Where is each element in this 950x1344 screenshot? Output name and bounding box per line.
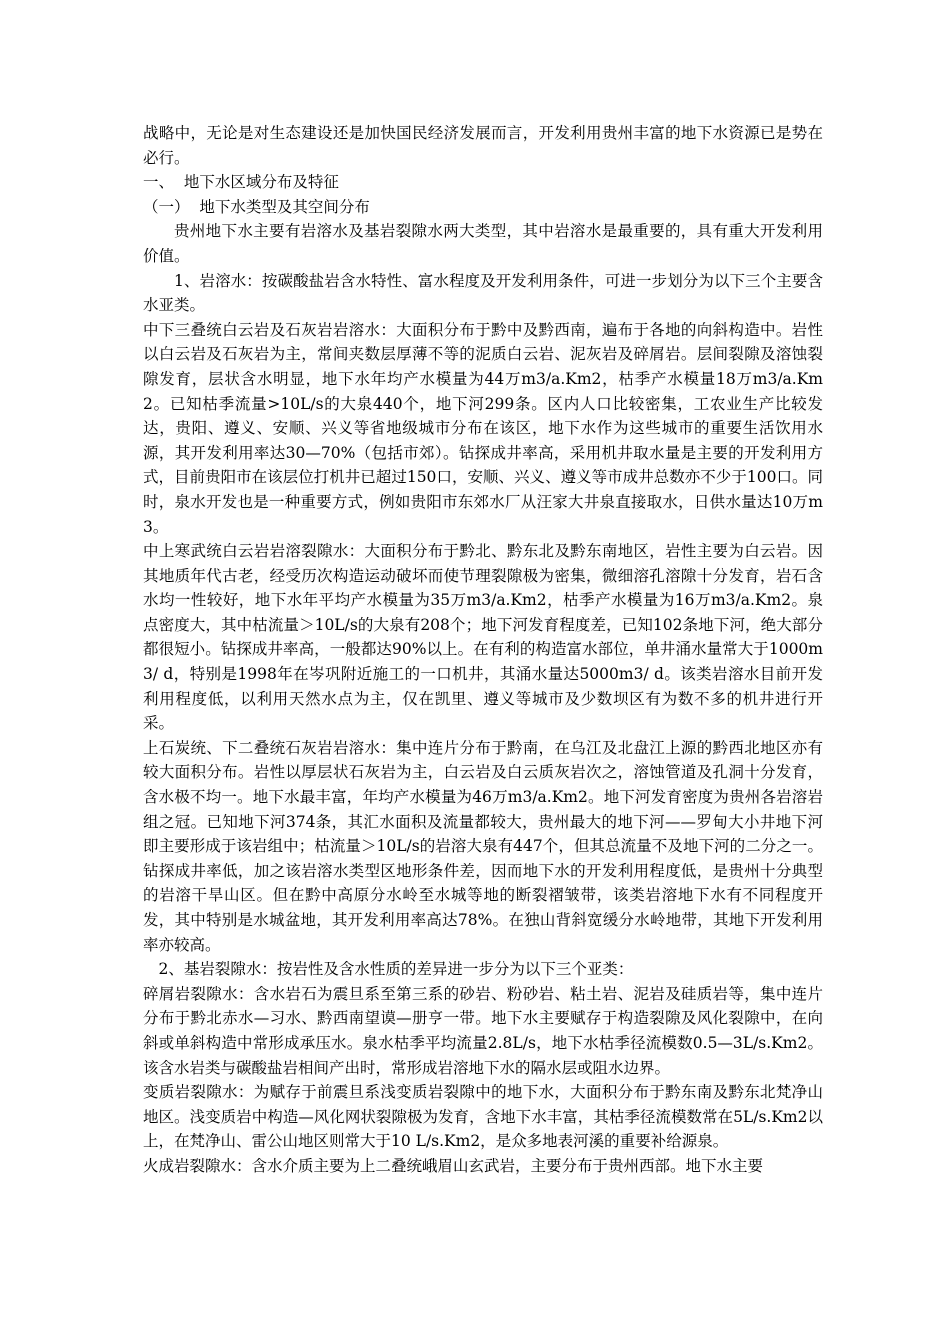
paragraph-bedrock-fissure: 2、基岩裂隙水：按岩性及含水性质的差异进一步分为以下三个亚类： (158, 960, 634, 979)
paragraph-cambrian-karst: 中上寒武统白云岩岩溶裂隙水：大面积分布于黔北、黔东北及黔东南地区，岩性主要为白云岩。因其地质年代古老，经受历次构造运动破坏而使节理裂隙极为密集，微细溶孔溶隙十分发育，岩石含水均一性较好，地下水年平均产水模量为35万m3/a.Km2，枯季产水模量为16万m3/a.Km2。泉点密度大，其中枯流量＞10L/s的大泉有208个；地下河发育程度差，已知102条地下河，绝大部分都很短小。钻探成井率高，一般都达90%以上。在有利的构造富水部位，单井涌水量常大于1000m3/ d，特别是1998年在岑巩附近施工的一口机井，其涌水量达5000m3/ d。该类岩溶水目前开发利用程度低，以利用天然水点为主，仅在凯里、遵义等城市及少数坝区有为数不多的机井进行开采。 (143, 542, 823, 733)
paragraph-igneous-fissure: 火成岩裂隙水：含水介质主要为上二叠统峨眉山玄武岩，主要分布于贵州西部。地下水主要 (143, 1156, 764, 1175)
paragraph-triassic-karst: 中下三叠统白云岩及石灰岩岩溶水：大面积分布于黔中及黔西南，遍布于各地的向斜构造中。岩性以白云岩及石灰岩为主，常间夹数层厚薄不等的泥质白云岩、泥灰岩及碎屑岩。层间裂隙及溶蚀裂隙发育，层状含水明显，地下水年均产水模量为44万m3/a.Km2，枯季产水模量18万m3/a.Km2。已知枯季流量>10L/s的大泉440个，地下河299条。区内人口比较密集，工农业生产比较发达，贵阳、遵义、安顺、兴义等省地级城市分布在该区，地下水作为这些城市的重要生活饮用水源，其开发利用率达30—70%（包括市郊）。钻探成井率高，采用机井取水量是主要的开发利用方式，目前贵阳市在该层位打机井已超过150口，安顺、兴义、遵义等市成井总数亦不少于100口。同时，泉水开发也是一种重要方式，例如贵阳市东郊水厂从汪家大井泉直接取水，日供水量达10万m3。 (143, 320, 823, 536)
subsection-heading-1: （一） 地下水类型及其空间分布 (143, 197, 370, 216)
paragraph-carboniferous-karst: 上石炭统、下二叠统石灰岩岩溶水：集中连片分布于黔南，在乌江及北盘江上源的黔西北地区亦有较大面积分布。岩性以厚层状石灰岩为主，白云岩及白云质灰岩次之，溶蚀管道及孔洞十分发育，含水极不均一。地下水最丰富，年均产水模量为46万m3/a.Km2。地下河发育密度为贵州各岩溶岩组之冠。已知地下河374条，其汇水面积及流量都较大，贵州最大的地下河——罗甸大小井地下河即主要形成于该岩组中；枯流量＞10L/s的岩溶大泉有447个，但其总流量不及地下河的二分之一。钻探成井率低，加之该岩溶水类型区地形条件差，因而地下水的开发利用程度低，是贵州十分典型的岩溶干旱山区。但在黔中高原分水岭至水城等地的断裂褶皱带，该类岩溶地下水有不同程度开发，其中特别是水城盆地，其开发利用率高达78%。在独山背斜宽缓分水岭地带，其地下开发利用率亦较高。 (143, 738, 823, 954)
paragraph-karst-water: 1、岩溶水：按碳酸盐岩含水特性、富水程度及开发利用条件，可进一步划分为以下三个主要含水亚类。 (143, 271, 823, 315)
paragraph-intro: 战略中，无论是对生态建设还是加快国民经济发展而言，开发利用贵州丰富的地下水资源已是势在必行。 (143, 124, 823, 167)
section-heading-1: 一、 地下水区域分布及特征 (143, 173, 339, 192)
paragraph-clastic-fissure: 碎屑岩裂隙水：含水岩石为震旦系至第三系的砂岩、粉砂岩、粘土岩、泥岩及硅质岩等，集中连片分布于黔北赤水—习水、黔西南望谟—册亨一带。地下水主要赋存于构造裂隙及风化裂隙中，在向斜或单斜构造中常形成承压水。泉水枯季平均流量2.8L/s，地下水枯季径流模数0.5—3L/s.Km2。该含水岩类与碳酸盐岩相间产出时，常形成岩溶地下水的隔水层或阻水边界。 (143, 984, 823, 1077)
paragraph-metamorphic-fissure: 变质岩裂隙水：为赋存于前震旦系浅变质岩裂隙中的地下水，大面积分布于黔东南及黔东北梵净山地区。浅变质岩中构造—风化网状裂隙极为发育，含地下水丰富，其枯季径流模数常在5L/s.Km2以上，在梵净山、雷公山地区则常大于10 L/s.Km2，是众多地表河溪的重要补给源泉。 (143, 1083, 823, 1151)
paragraph-groundwater-types: 贵州地下水主要有岩溶水及基岩裂隙水两大类型，其中岩溶水是最重要的，具有重大开发利用价值。 (143, 222, 823, 265)
document-body (143, 121, 823, 1179)
